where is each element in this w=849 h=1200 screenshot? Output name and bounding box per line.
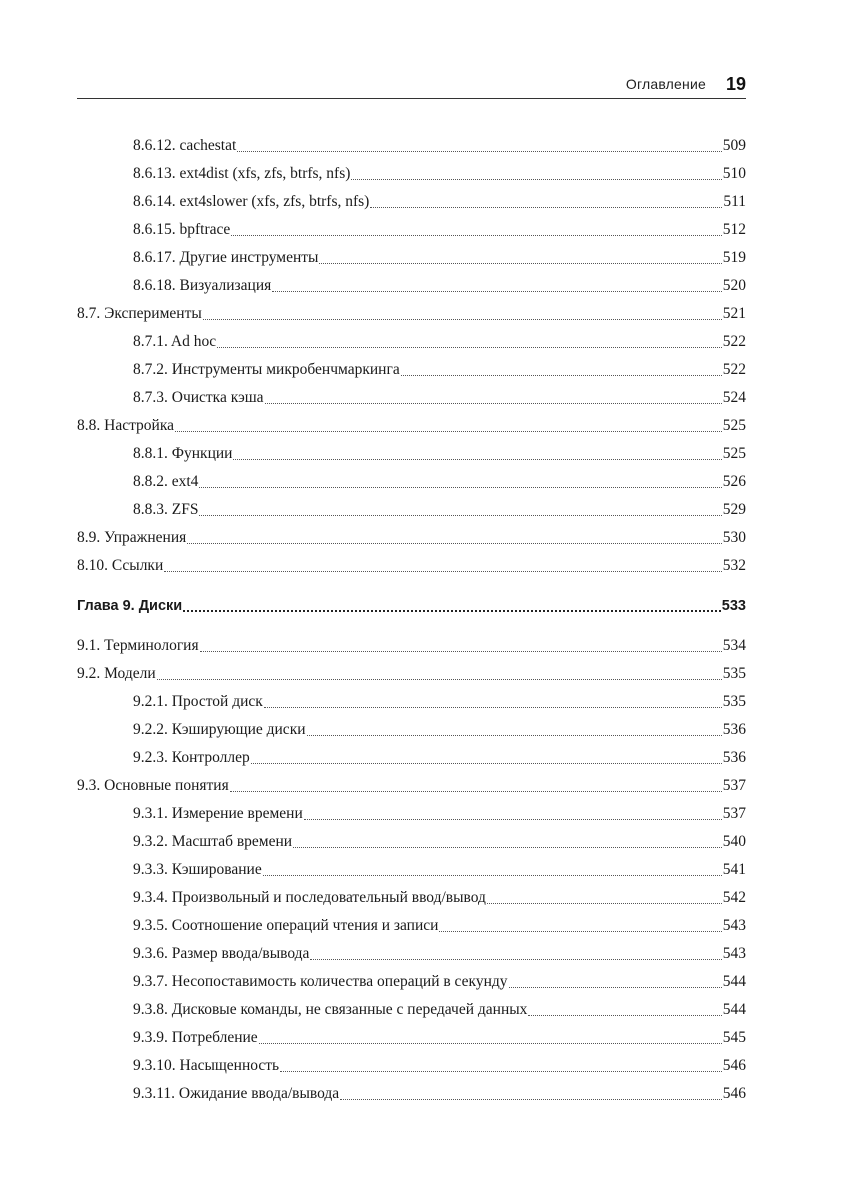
toc-entry-title: 9.3.7. Несопоставимость количества операций в секунду [133, 973, 508, 990]
toc-entry[interactable] [77, 660, 746, 688]
toc-entry-page: 532 [722, 557, 746, 574]
toc-entry-title: 8.9. Упражнения [77, 529, 187, 546]
toc-entry-page: 520 [722, 277, 746, 294]
toc-entry-page: 512 [722, 221, 746, 238]
toc-entry[interactable] [77, 828, 746, 856]
toc-entry[interactable] [77, 524, 746, 552]
toc-entry-title: 8.8.2. ext4 [133, 473, 199, 490]
toc-entry-title: 8.8.1. Функции [133, 445, 233, 462]
toc-entry-page: 510 [722, 165, 746, 182]
toc-entry-title: 8.6.17. Другие инструменты [133, 249, 319, 266]
toc-entry-page: 535 [722, 665, 746, 682]
toc-entry-title: 8.7. Эксперименты [77, 305, 202, 322]
toc-entry[interactable] [77, 744, 746, 772]
page-number: 19 [725, 73, 746, 94]
dot-leader [230, 790, 722, 792]
toc-entry[interactable] [77, 996, 746, 1024]
toc-entry-title: 8.7.1. Ad hoc [133, 333, 217, 350]
toc-entry-page: 544 [722, 1001, 746, 1018]
toc-entry-title: 9.3.8. Дисковые команды, не связанные с передачей данных [133, 1001, 528, 1018]
toc-entry-page: 521 [722, 305, 746, 322]
dot-leader [307, 734, 722, 736]
toc-entry-page: 529 [722, 501, 746, 518]
toc-entry[interactable] [77, 272, 746, 300]
toc-entry-title: 8.6.13. ext4dist (xfs, zfs, btrfs, nfs) [133, 165, 351, 182]
toc-entry-page: 541 [722, 861, 746, 878]
toc-entry-page: 544 [722, 973, 746, 990]
toc-entry-title: 9.3.1. Измерение времени [133, 805, 303, 822]
toc-entry-title: 9.2.2. Кэширующие диски [133, 721, 306, 738]
toc-entry-page: 537 [722, 777, 746, 794]
toc-entry-page: 511 [723, 193, 746, 210]
toc-entry-title: 8.6.15. bpftrace [133, 221, 231, 238]
dot-leader [439, 930, 721, 932]
dot-leader [310, 958, 721, 960]
dot-leader [293, 846, 722, 848]
toc-entry-page: 525 [722, 445, 746, 462]
toc-entry-title: 9.2.1. Простой диск [133, 693, 263, 710]
dot-leader [351, 178, 721, 180]
toc-entry[interactable] [77, 912, 746, 940]
dot-leader [203, 318, 722, 320]
toc-entry-title: 8.8.3. ZFS [133, 501, 199, 518]
toc-entry-title: 8.10. Ссылки [77, 557, 164, 574]
toc-entry[interactable] [77, 940, 746, 968]
dot-leader [263, 874, 722, 876]
section-title: Оглавление [625, 76, 706, 92]
dot-leader [265, 402, 722, 404]
dot-leader [231, 234, 721, 236]
toc-entry[interactable] [77, 412, 746, 440]
toc-entry-title: 8.6.12. cachestat [133, 137, 237, 154]
dot-leader [487, 902, 722, 904]
toc-entry-title: 9.3.4. Произвольный и последовательный ввод/вывод [133, 889, 486, 906]
running-header [77, 70, 746, 99]
toc-entry-page: 509 [722, 137, 746, 154]
toc-entry-title: 9.2. Модели [77, 665, 156, 682]
dot-leader [370, 206, 722, 208]
dot-leader [183, 609, 721, 612]
toc-entry[interactable] [77, 188, 746, 216]
toc-entry-page: 522 [722, 361, 746, 378]
toc-entry-page: 526 [722, 473, 746, 490]
toc-entry[interactable] [77, 300, 746, 328]
dot-leader [199, 514, 721, 516]
toc-entry-page: 530 [722, 529, 746, 546]
toc-entry-page: 525 [722, 417, 746, 434]
toc-entry-page: 522 [722, 333, 746, 350]
toc-entry[interactable] [77, 1024, 746, 1052]
toc-entry[interactable] [77, 328, 746, 356]
dot-leader [217, 346, 722, 348]
toc-entry-page: 534 [722, 637, 746, 654]
toc-entry[interactable] [77, 1080, 746, 1108]
toc-entry-title: 8.7.2. Инструменты микробенчмаркинга [133, 361, 400, 378]
toc-entry-page: 536 [722, 721, 746, 738]
toc-entry-page: 535 [722, 693, 746, 710]
toc-entry-page: 546 [722, 1085, 746, 1102]
toc-entry-title: 8.6.18. Визуализация [133, 277, 272, 294]
toc-entry[interactable] [77, 772, 746, 800]
toc-entry-page: 543 [722, 917, 746, 934]
toc-entry-title: 9.1. Терминология [77, 637, 199, 654]
dot-leader [157, 678, 722, 680]
toc-entry-title: 8.8. Настройка [77, 417, 175, 434]
toc-entry[interactable] [77, 1052, 746, 1080]
toc-entry[interactable] [77, 356, 746, 384]
toc-entry-page: 536 [722, 749, 746, 766]
toc-entry-title: 9.2.3. Контроллер [133, 749, 250, 766]
toc-entry-title: Глава 9. Диски [77, 598, 183, 614]
toc-entry[interactable] [77, 856, 746, 884]
dot-leader [233, 458, 721, 460]
toc-entry[interactable] [77, 160, 746, 188]
toc-entry-page: 543 [722, 945, 746, 962]
toc-entry-page: 537 [722, 805, 746, 822]
dot-leader [340, 1098, 722, 1100]
dot-leader [175, 430, 722, 432]
dot-leader [164, 570, 721, 572]
dot-leader [200, 650, 722, 652]
toc-entry-title: 8.7.3. Очистка кэша [133, 389, 264, 406]
toc-entry-title: 9.3.5. Соотношение операций чтения и записи [133, 917, 439, 934]
dot-leader [401, 374, 722, 376]
dot-leader [304, 818, 722, 820]
toc-entry-page: 540 [722, 833, 746, 850]
toc-entry[interactable] [77, 716, 746, 744]
toc-entry-title: 8.6.14. ext4slower (xfs, zfs, btrfs, nfs) [133, 193, 370, 210]
toc-entry-title: 9.3.10. Насыщенность [133, 1057, 280, 1074]
toc-entry[interactable] [77, 468, 746, 496]
toc-entry-title: 9.3.9. Потребление [133, 1029, 258, 1046]
toc-chapter-entry[interactable] [77, 592, 746, 620]
toc-entry-title: 9.3.11. Ожидание ввода/вывода [133, 1085, 340, 1102]
toc-entry[interactable] [77, 440, 746, 468]
toc-entry-page: 545 [722, 1029, 746, 1046]
dot-leader [528, 1014, 721, 1016]
dot-leader [251, 762, 722, 764]
toc-entry-page: 519 [722, 249, 746, 266]
dot-leader [199, 486, 721, 488]
toc-entry-page: 533 [721, 598, 746, 614]
dot-leader [272, 290, 722, 292]
toc-entry-title: 9.3.6. Размер ввода/вывода [133, 945, 310, 962]
toc-entry[interactable] [77, 800, 746, 828]
toc-entry-page: 542 [722, 889, 746, 906]
toc-entry-page: 524 [722, 389, 746, 406]
toc-entry[interactable] [77, 216, 746, 244]
toc-entry[interactable] [77, 552, 746, 580]
toc-entry-title: 9.3.3. Кэширование [133, 861, 262, 878]
dot-leader [259, 1042, 722, 1044]
toc-entry[interactable] [77, 632, 746, 660]
dot-leader [280, 1070, 722, 1072]
table-of-contents [77, 132, 746, 1108]
dot-leader [264, 706, 722, 708]
toc-entry[interactable] [77, 968, 746, 996]
toc-entry[interactable] [77, 688, 746, 716]
toc-entry-page: 546 [722, 1057, 746, 1074]
dot-leader [187, 542, 721, 544]
dot-leader [319, 262, 721, 264]
toc-entry[interactable] [77, 884, 746, 912]
dot-leader [509, 986, 722, 988]
toc-entry[interactable] [77, 384, 746, 412]
dot-leader [237, 150, 721, 152]
toc-entry[interactable] [77, 496, 746, 524]
toc-entry[interactable] [77, 244, 746, 272]
toc-entry-title: 9.3. Основные понятия [77, 777, 229, 794]
toc-entry[interactable] [77, 132, 746, 160]
toc-entry-title: 9.3.2. Масштаб времени [133, 833, 293, 850]
